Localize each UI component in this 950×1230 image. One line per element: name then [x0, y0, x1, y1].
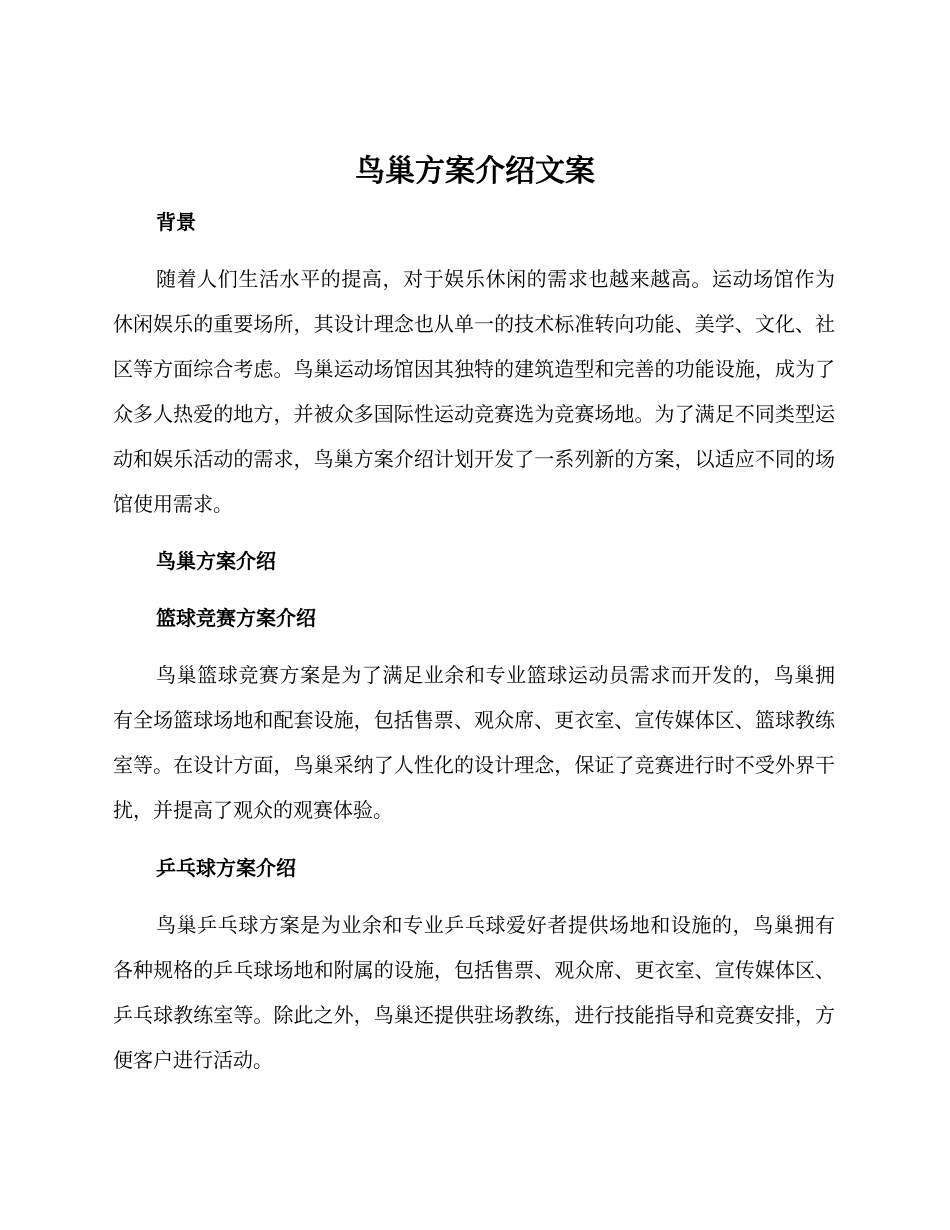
section-paragraph-basketball: 鸟巢篮球竞赛方案是为了满足业余和专业篮球运动员需求而开发的，鸟巢拥有全场篮球场地和配套设施，包括售票、观众席、更衣室、宣传媒体区、篮球教练室等。在设计方面，鸟巢采纳了人性化的设计理念，保证了竞赛进行时不受外界干扰，并提高了观众的观赛体验。 [113, 663, 835, 822]
section-paragraph-background: 随着人们生活水平的提高，对于娱乐休闲的需求也越来越高。运动场馆作为休闲娱乐的重要场所，其设计理念也从单一的技术标准转向功能、美学、文化、社区等方面综合考虑。鸟巢运动场馆因其独特的建筑造型和完善的功能设施，成为了众多人热爱的地方，并被众多国际性运动竞赛选为竞赛场地。为了满足不同类型运动和娱乐活动的需求，鸟巢方案介绍计划开发了一系列新的方案，以适应不同的场馆使用需求。 [113, 267, 835, 516]
section-heading-table-tennis: 乒乓球方案介绍 [156, 856, 296, 880]
section-heading-background: 背景 [156, 210, 196, 234]
document-title: 鸟巢方案介绍文案 [355, 154, 595, 189]
section-paragraph-table-tennis: 鸟巢乒乓球方案是为业余和专业乒乓球爱好者提供场地和设施的，鸟巢拥有各种规格的乒乓球场地和附属的设施，包括售票、观众席、更衣室、宣传媒体区、乒乓球教练室等。除此之外，鸟巢还提供驻场教练，进行技能指导和竞赛安排，方便客户进行活动。 [113, 913, 835, 1072]
section-heading-basketball: 篮球竞赛方案介绍 [156, 606, 316, 630]
section-heading-birdsnest-plan: 鸟巢方案介绍 [156, 549, 276, 573]
